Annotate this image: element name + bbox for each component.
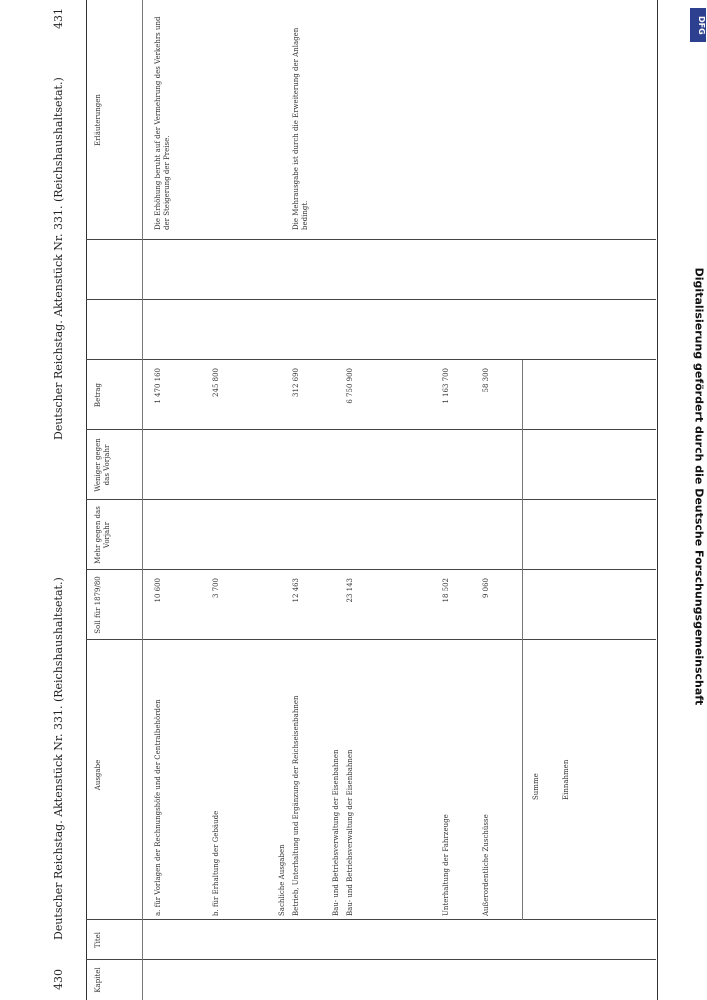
col-divider (86, 639, 656, 640)
page-number-left: 430 (52, 969, 65, 990)
col-divider (86, 959, 656, 960)
table-row-label: b. für Erhaltung der Gebäude (212, 810, 220, 916)
left-running-title: Deutscher Reichstag. Aktenstück Nr. 331. (Reichshaushaltsetat.) (52, 577, 65, 940)
right-running-title: Deutscher Reichstag. Aktenstück Nr. 331. (Reichshaushaltsetat.) (52, 77, 65, 440)
col-divider (86, 499, 656, 500)
table-row-label: a. für Vorlagen der Rechnungshöfe und der Centralbehörden (154, 699, 162, 916)
explanation-note: Die Erhöhung beruht auf der Vermehrung des Verkehrs und der Steigerung der Preise. (154, 16, 171, 230)
table-cell: 23 143 (346, 578, 354, 603)
table-cell: 58 300 (482, 368, 490, 393)
dfg-funding-notice: Digitalisierung gefördert durch die Deutsche Forschungsgemeinschaft (692, 267, 706, 706)
col-divider (86, 359, 656, 360)
col-divider (86, 919, 656, 920)
dfg-logo: DFG (690, 8, 706, 42)
table-row-label: Betrieb, Unterhaltung und Ergänzung der Reichseisenbahnen (292, 695, 300, 916)
col-header-erlaeuterungen: Erläuterungen (94, 94, 102, 146)
table-cell: 18 502 (442, 578, 450, 603)
table-cell: 9 060 (482, 578, 490, 599)
header-rule (142, 0, 143, 1000)
table-row-label: Unterhaltung der Fahrzeuge (442, 814, 450, 916)
section-heading-einnahmen: Einnahmen (562, 759, 570, 800)
table-cell: 12 463 (292, 578, 300, 603)
col-header-betrag: Betrag (94, 382, 102, 408)
col-header-ausgabe: Ausgabe (94, 759, 102, 791)
section-heading-summe: Summe (532, 773, 540, 800)
explanation-note: Die Mehrausgabe ist durch die Erweiterung der Anlagen bedingt. (292, 27, 309, 230)
section-heading: Bau- und Betriebsverwaltung der Eisenbahnen (332, 749, 340, 916)
section-heading: Sachliche Ausgaben (278, 844, 286, 916)
col-header-titel: Titel (94, 931, 102, 949)
col-divider (86, 239, 656, 240)
rotated-table-page (42, 0, 662, 1000)
dfg-sidebar (689, 0, 707, 1000)
table-cell: 10 600 (154, 578, 162, 603)
col-header-kapitel: Kapitel (94, 967, 102, 993)
table-cell: 245 800 (212, 368, 220, 397)
table-cell: 1 163 700 (442, 368, 450, 404)
table-cell: 312 690 (292, 368, 300, 397)
table-cell: 6 750 900 (346, 368, 354, 404)
table-row-label: Außerordentliche Zuschüsse (482, 814, 490, 916)
col-header-soll: Soll für 1879/80 (94, 576, 102, 634)
page-number-right: 431 (52, 8, 65, 29)
col-divider (86, 299, 656, 300)
table-cell: 1 470 160 (154, 368, 162, 404)
col-header-mehr: Mehr gegen das Vorjahr (94, 506, 111, 564)
page-header (42, 0, 82, 1000)
col-divider (86, 569, 656, 570)
table-row-label: Bau- und Betriebsverwaltung der Eisenbahnen (346, 749, 354, 916)
sum-rule (522, 360, 523, 920)
col-header-weniger: Weniger gegen das Vorjahr (94, 438, 111, 492)
col-divider (86, 429, 656, 430)
table-cell: 3 700 (212, 578, 220, 599)
